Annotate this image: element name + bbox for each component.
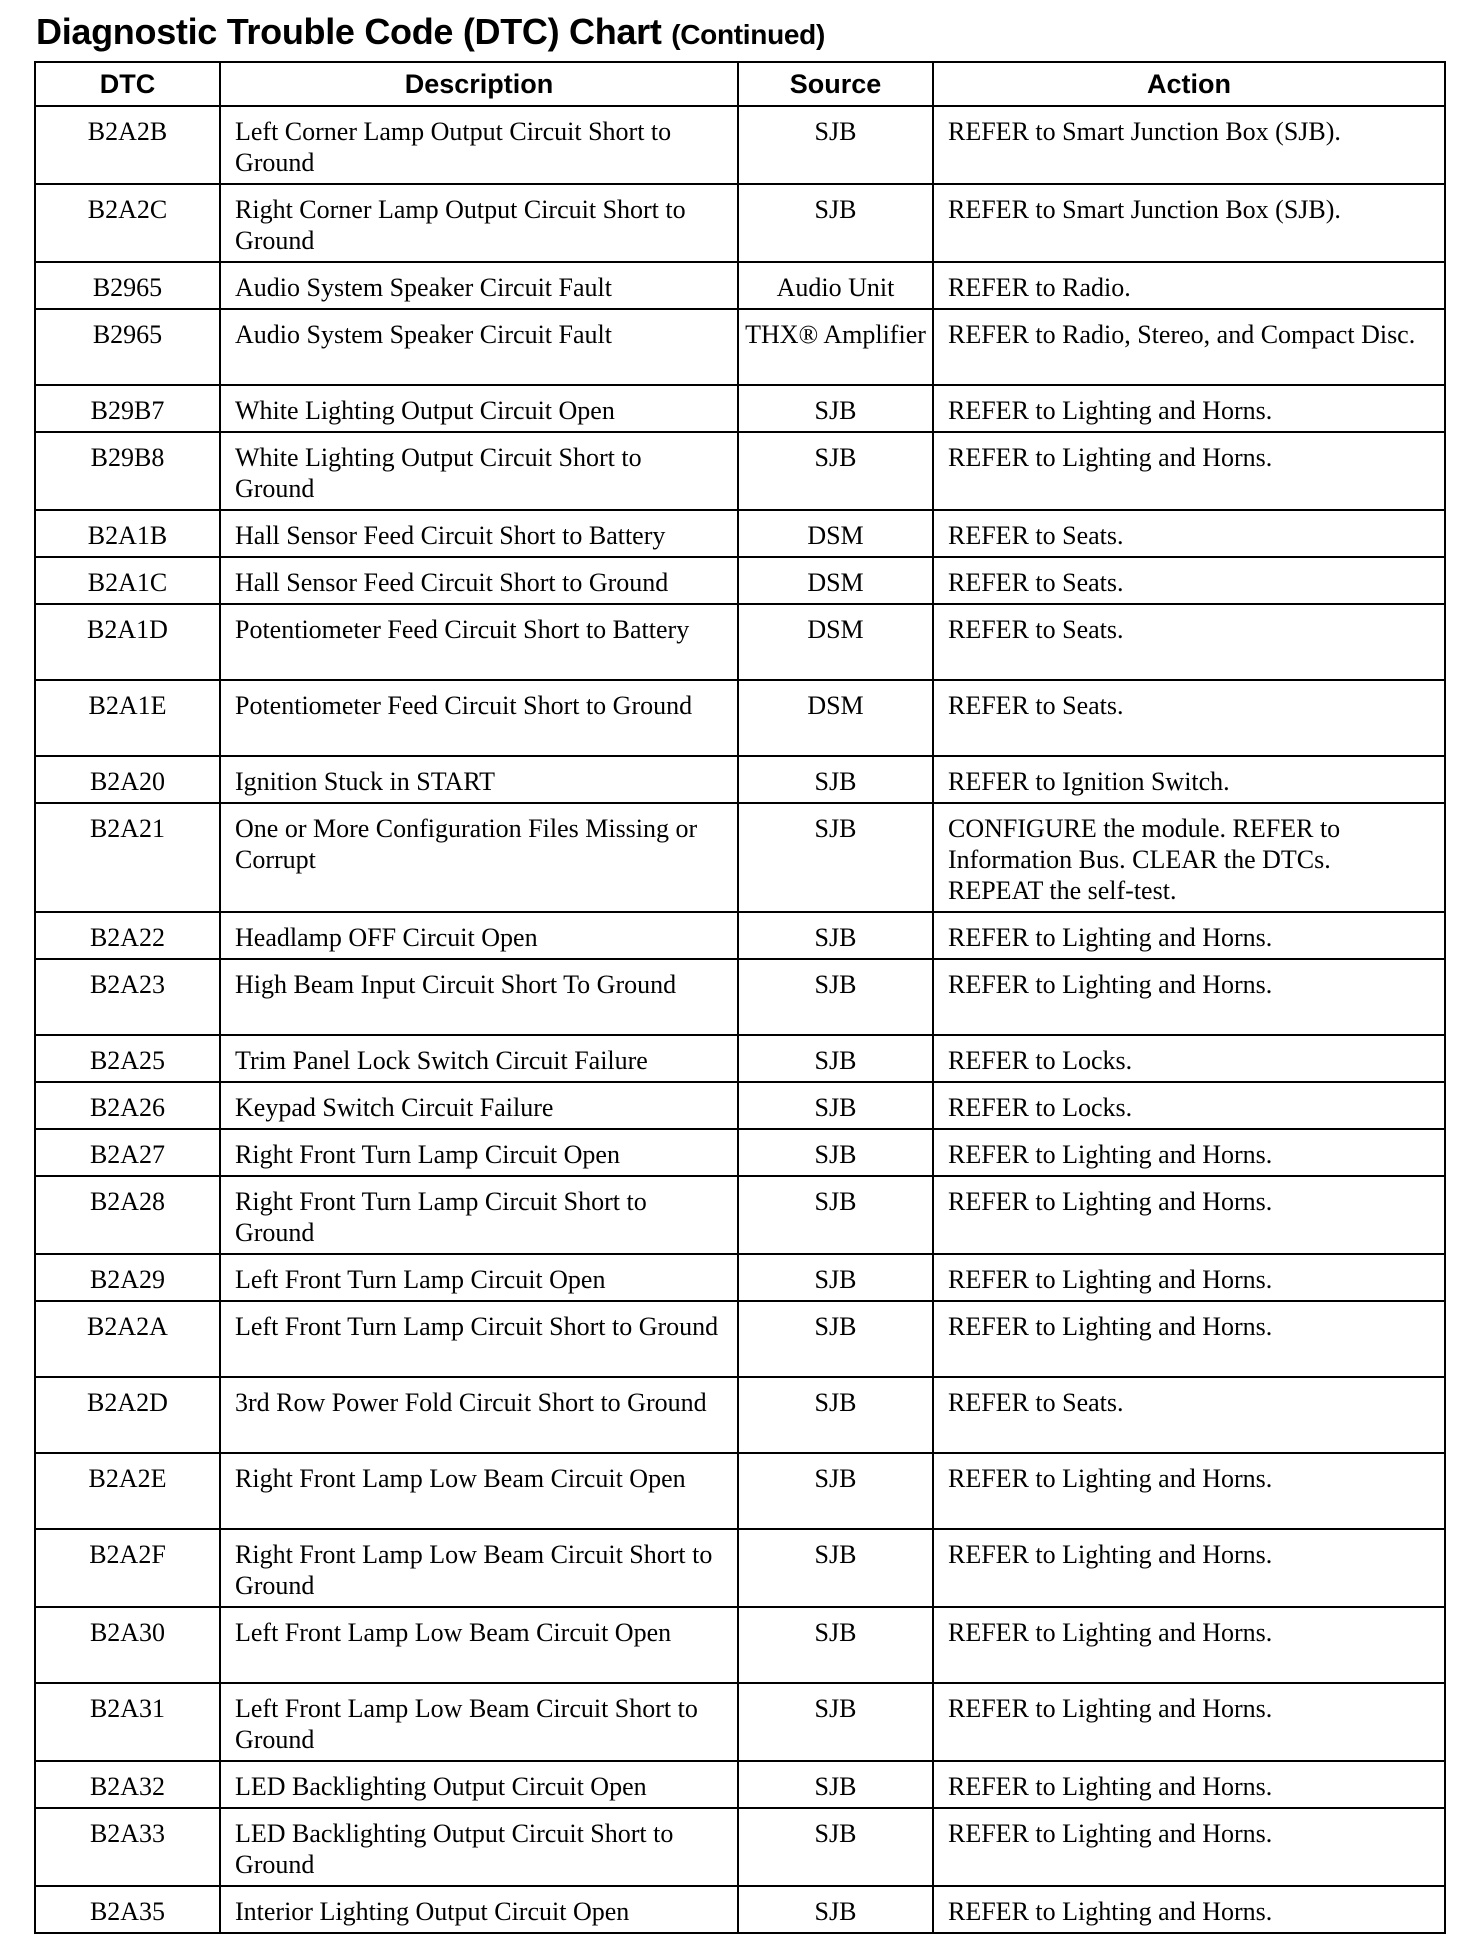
dtc-description: Left Front Turn Lamp Circuit Short to Ground: [220, 1301, 738, 1377]
table-row: [35, 680, 1445, 756]
dtc-description: Hall Sensor Feed Circuit Short to Ground: [220, 557, 738, 604]
dtc-source: SJB: [738, 184, 933, 262]
table-row: [35, 1176, 1445, 1254]
dtc-action: REFER to Lighting and Horns.: [933, 1607, 1445, 1683]
dtc-code: B2A2E: [35, 1453, 220, 1529]
dtc-description: Left Front Lamp Low Beam Circuit Short to Ground: [220, 1683, 738, 1761]
dtc-description: Right Front Turn Lamp Circuit Open: [220, 1129, 738, 1176]
dtc-action: REFER to Radio, Stereo, and Compact Disc.: [933, 309, 1445, 385]
dtc-code: B2A1B: [35, 510, 220, 557]
dtc-action: REFER to Lighting and Horns.: [933, 959, 1445, 1035]
dtc-code: B2965: [35, 309, 220, 385]
dtc-description: Interior Lighting Output Circuit Open: [220, 1886, 738, 1933]
dtc-source: SJB: [738, 432, 933, 510]
dtc-description: Right Front Lamp Low Beam Circuit Short to Ground: [220, 1529, 738, 1607]
dtc-code: B2A28: [35, 1176, 220, 1254]
table-row: [35, 1607, 1445, 1683]
dtc-source: DSM: [738, 510, 933, 557]
dtc-code: B29B8: [35, 432, 220, 510]
dtc-action: REFER to Locks.: [933, 1082, 1445, 1129]
dtc-code: B2A2A: [35, 1301, 220, 1377]
table-body: [35, 106, 1445, 1933]
table-row: [35, 106, 1445, 184]
dtc-action: REFER to Lighting and Horns.: [933, 1808, 1445, 1886]
dtc-source: DSM: [738, 604, 933, 680]
dtc-action: REFER to Seats.: [933, 557, 1445, 604]
dtc-source: SJB: [738, 1886, 933, 1933]
dtc-code: B2A23: [35, 959, 220, 1035]
table-row: [35, 604, 1445, 680]
page-title-suffix: (Continued): [671, 19, 825, 50]
dtc-code: B2A32: [35, 1761, 220, 1808]
dtc-source: DSM: [738, 680, 933, 756]
dtc-source: SJB: [738, 1176, 933, 1254]
table-row: [35, 184, 1445, 262]
dtc-code: B2A2D: [35, 1377, 220, 1453]
dtc-code: B2A29: [35, 1254, 220, 1301]
table-row: [35, 1301, 1445, 1377]
table-row: [35, 1129, 1445, 1176]
dtc-description: White Lighting Output Circuit Short to Ground: [220, 432, 738, 510]
dtc-action: REFER to Lighting and Horns.: [933, 1176, 1445, 1254]
table-row: [35, 959, 1445, 1035]
dtc-description: One or More Configuration Files Missing or Corrupt: [220, 803, 738, 912]
dtc-description: Right Front Turn Lamp Circuit Short to Ground: [220, 1176, 738, 1254]
dtc-code: B2A31: [35, 1683, 220, 1761]
table-row: [35, 1683, 1445, 1761]
dtc-action: REFER to Ignition Switch.: [933, 756, 1445, 803]
dtc-source: SJB: [738, 1301, 933, 1377]
dtc-description: Left Corner Lamp Output Circuit Short to Ground: [220, 106, 738, 184]
dtc-action: REFER to Lighting and Horns.: [933, 432, 1445, 510]
header-row: [35, 62, 1445, 106]
dtc-description: Right Corner Lamp Output Circuit Short to Ground: [220, 184, 738, 262]
dtc-source: SJB: [738, 1808, 933, 1886]
table-row: [35, 1254, 1445, 1301]
dtc-code: B29B7: [35, 385, 220, 432]
table-row: [35, 1377, 1445, 1453]
table-row: [35, 262, 1445, 309]
dtc-code: B2A1E: [35, 680, 220, 756]
dtc-source: SJB: [738, 1377, 933, 1453]
dtc-code: B2A27: [35, 1129, 220, 1176]
dtc-code: B2A25: [35, 1035, 220, 1082]
dtc-source: SJB: [738, 1607, 933, 1683]
dtc-source: SJB: [738, 756, 933, 803]
table-row: [35, 1035, 1445, 1082]
dtc-source: DSM: [738, 557, 933, 604]
dtc-description: High Beam Input Circuit Short To Ground: [220, 959, 738, 1035]
table-row: [35, 1808, 1445, 1886]
dtc-code: B2A33: [35, 1808, 220, 1886]
column-header-action: Action: [933, 62, 1445, 106]
table-row: [35, 557, 1445, 604]
dtc-action: REFER to Locks.: [933, 1035, 1445, 1082]
table-row: [35, 510, 1445, 557]
dtc-source: SJB: [738, 1761, 933, 1808]
dtc-action: REFER to Lighting and Horns.: [933, 1683, 1445, 1761]
table-row: [35, 309, 1445, 385]
dtc-action: REFER to Lighting and Horns.: [933, 1129, 1445, 1176]
dtc-action: REFER to Smart Junction Box (SJB).: [933, 184, 1445, 262]
dtc-description: Left Front Lamp Low Beam Circuit Open: [220, 1607, 738, 1683]
dtc-action: REFER to Seats.: [933, 680, 1445, 756]
dtc-source: Audio Unit: [738, 262, 933, 309]
dtc-action: REFER to Radio.: [933, 262, 1445, 309]
dtc-source: SJB: [738, 1082, 933, 1129]
dtc-action: REFER to Seats.: [933, 510, 1445, 557]
dtc-code: B2A1C: [35, 557, 220, 604]
dtc-description: Ignition Stuck in START: [220, 756, 738, 803]
dtc-description: White Lighting Output Circuit Open: [220, 385, 738, 432]
dtc-description: Right Front Lamp Low Beam Circuit Open: [220, 1453, 738, 1529]
dtc-code: B2A21: [35, 803, 220, 912]
dtc-source: SJB: [738, 106, 933, 184]
column-header-description: Description: [220, 62, 738, 106]
page-title: [36, 8, 825, 59]
table-row: [35, 1529, 1445, 1607]
dtc-code: B2965: [35, 262, 220, 309]
dtc-code: B2A20: [35, 756, 220, 803]
dtc-action: REFER to Lighting and Horns.: [933, 385, 1445, 432]
dtc-code: B2A2C: [35, 184, 220, 262]
dtc-action: REFER to Lighting and Horns.: [933, 1301, 1445, 1377]
dtc-description: Left Front Turn Lamp Circuit Open: [220, 1254, 738, 1301]
dtc-description: Headlamp OFF Circuit Open: [220, 912, 738, 959]
dtc-source: SJB: [738, 803, 933, 912]
dtc-code: B2A2F: [35, 1529, 220, 1607]
dtc-description: 3rd Row Power Fold Circuit Short to Ground: [220, 1377, 738, 1453]
page-title-text: Diagnostic Trouble Code (DTC) Chart: [36, 11, 662, 52]
dtc-source: SJB: [738, 1453, 933, 1529]
column-header-dtc: DTC: [35, 62, 220, 106]
dtc-description: Audio System Speaker Circuit Fault: [220, 309, 738, 385]
dtc-action: REFER to Seats.: [933, 604, 1445, 680]
dtc-description: Potentiometer Feed Circuit Short to Ground: [220, 680, 738, 756]
table-row: [35, 803, 1445, 912]
dtc-source: SJB: [738, 1254, 933, 1301]
table-row: [35, 1082, 1445, 1129]
table-row: [35, 1761, 1445, 1808]
dtc-description: Potentiometer Feed Circuit Short to Battery: [220, 604, 738, 680]
dtc-action: REFER to Seats.: [933, 1377, 1445, 1453]
dtc-description: Audio System Speaker Circuit Fault: [220, 262, 738, 309]
dtc-action: REFER to Lighting and Horns.: [933, 912, 1445, 959]
dtc-source: SJB: [738, 959, 933, 1035]
dtc-action: REFER to Lighting and Horns.: [933, 1529, 1445, 1607]
dtc-source: THX® Amplifier: [738, 309, 933, 385]
table-row: [35, 432, 1445, 510]
dtc-code: B2A1D: [35, 604, 220, 680]
dtc-code: B2A22: [35, 912, 220, 959]
dtc-chart-table: [34, 61, 1446, 1934]
dtc-description: LED Backlighting Output Circuit Short to Ground: [220, 1808, 738, 1886]
dtc-description: LED Backlighting Output Circuit Open: [220, 1761, 738, 1808]
dtc-code: B2A35: [35, 1886, 220, 1933]
table-row: [35, 756, 1445, 803]
column-header-source: Source: [738, 62, 933, 106]
dtc-action: REFER to Lighting and Horns.: [933, 1453, 1445, 1529]
dtc-description: Trim Panel Lock Switch Circuit Failure: [220, 1035, 738, 1082]
dtc-code: B2A30: [35, 1607, 220, 1683]
dtc-action: CONFIGURE the module. REFER to Information Bus. CLEAR the DTCs. REPEAT the self-test.: [933, 803, 1445, 912]
table-row: [35, 1453, 1445, 1529]
dtc-description: Hall Sensor Feed Circuit Short to Battery: [220, 510, 738, 557]
dtc-action: REFER to Lighting and Horns.: [933, 1254, 1445, 1301]
table-row: [35, 1886, 1445, 1933]
table-row: [35, 385, 1445, 432]
dtc-code: B2A26: [35, 1082, 220, 1129]
dtc-action: REFER to Lighting and Horns.: [933, 1761, 1445, 1808]
dtc-source: SJB: [738, 1035, 933, 1082]
dtc-source: SJB: [738, 1129, 933, 1176]
dtc-source: SJB: [738, 1683, 933, 1761]
dtc-code: B2A2B: [35, 106, 220, 184]
dtc-action: REFER to Lighting and Horns.: [933, 1886, 1445, 1933]
dtc-source: SJB: [738, 1529, 933, 1607]
dtc-source: SJB: [738, 385, 933, 432]
table-row: [35, 912, 1445, 959]
dtc-source: SJB: [738, 912, 933, 959]
dtc-action: REFER to Smart Junction Box (SJB).: [933, 106, 1445, 184]
table-header: [35, 62, 1445, 106]
dtc-description: Keypad Switch Circuit Failure: [220, 1082, 738, 1129]
